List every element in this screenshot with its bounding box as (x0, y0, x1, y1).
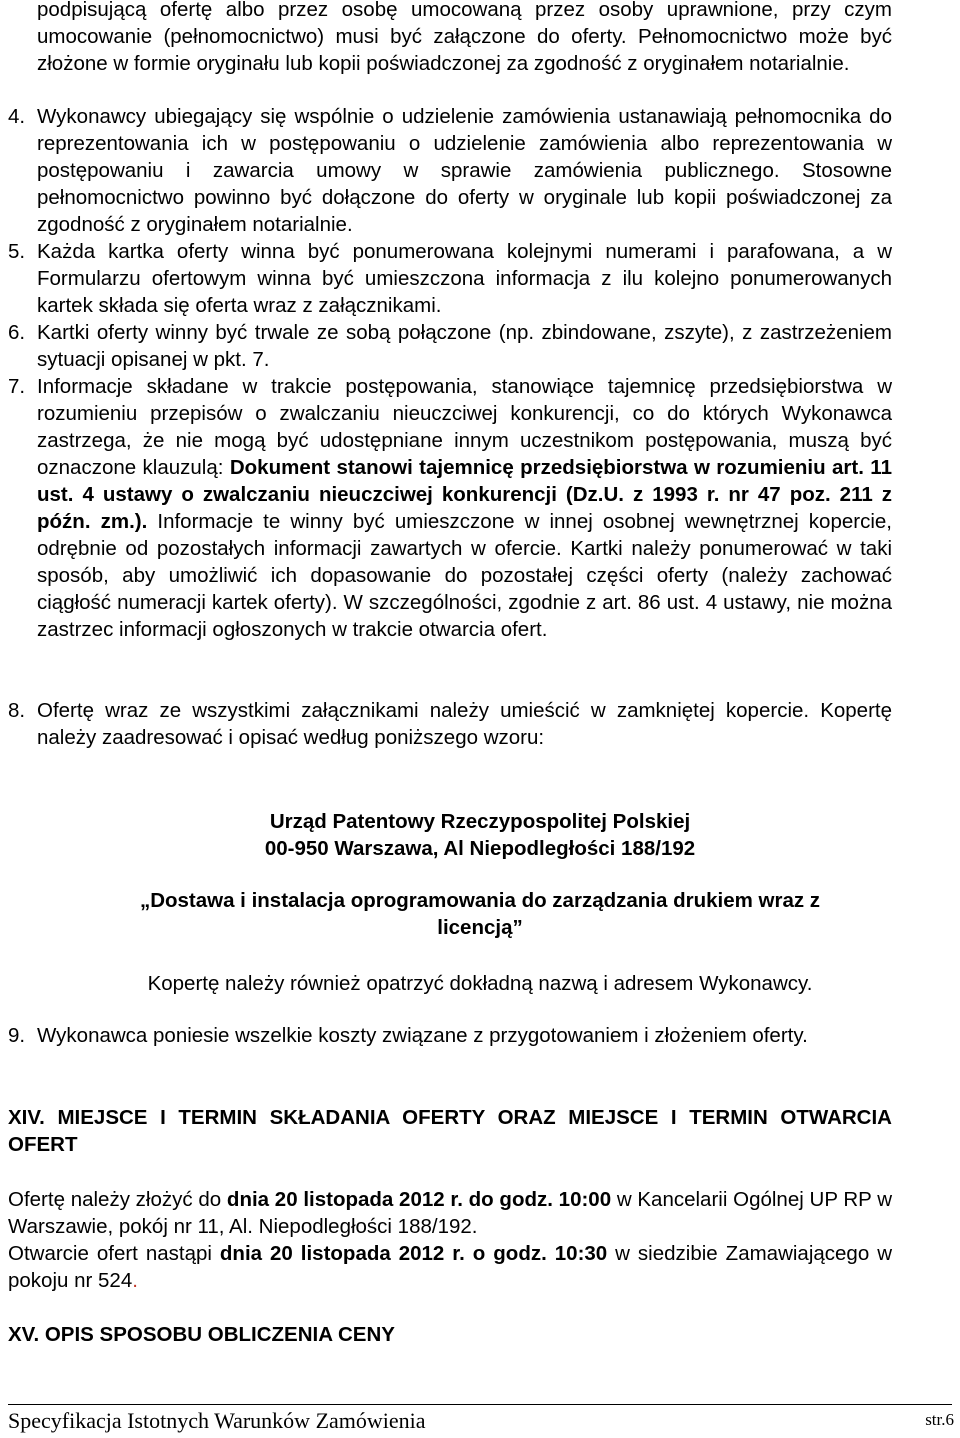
confidentiality-clause: Dokument stanowi tajemnicę przedsiębiorstwa w rozumieniu art. 11 ust. 4 ustawy o zwalczaniu nieuczciwej konkurencji (Dz.U. z 1993 r. nr 47 poz. 211 z późn. zm.). (37, 456, 892, 533)
text: Otwarcie ofert nastąpi (8, 1242, 220, 1265)
section-xiv-paragraph-1 (8, 1186, 892, 1240)
item-text: Wykonawcy ubiegający się wspólnie o udzielenie zamówienia ustanawiają pełnomocnika do reprezentowania ich w postępowaniu o udzielenie zamówienia albo reprezentowania w postępowaniu i zawarcia umowy w sprawie zamówienia publicznego. Stosowne pełnomocnictwo powinno być dołączone do oferty w oryginale lub kopii poświadczonej za zgodność z oryginałem notarialnie. (37, 105, 892, 236)
list-item-6 (8, 319, 892, 373)
red-period: . (132, 1269, 138, 1292)
item-text: Kartki oferty winny być trwale ze sobą połączone (np. zbindowane, zszyte), z zastrzeżeniem sytuacji opisanej w pkt. 7. (37, 321, 892, 371)
section-xiv-paragraph-2 (8, 1240, 892, 1294)
item-text: Informacje składane w trakcie postępowania, stanowiące tajemnicę przedsiębiorstwa w rozumieniu przepisów o zwalczaniu nieuczciwej konkurencji, co do których Wykonawca zastrzega, że nie mogą być udostępniane innym uczestnikom postępowania, muszą być oznaczone klauzulą: (37, 375, 892, 479)
item-number: 9. (8, 1024, 26, 1047)
intro-paragraph: podpisującą ofertę albo przez osobę umocowaną przez osoby uprawnione, przy czym umocowanie (pełnomocnictwo) musi być załączone do oferty. Pełnomocnictwo może być złożone w formie oryginału lub kopii poświadczonej za zgodność z oryginałem notarialnie. (37, 0, 892, 75)
item-number: 4. (8, 105, 26, 128)
section-heading-xv: XV. OPIS SPOSOBU OBLICZENIA CENY (8, 1323, 395, 1346)
item-number: 8. (8, 699, 26, 722)
list-item-8 (8, 697, 892, 751)
envelope-addressee: Urząd Patentowy Rzeczypospolitej Polskiej (269, 810, 691, 833)
item-number: 5. (8, 240, 26, 263)
envelope-title-line1: „Dostawa i instalacja oprogramowania do zarządzania drukiem wraz z (139, 889, 821, 912)
list-item-7 (8, 373, 892, 643)
opening-date-bold: dnia 20 listopada 2012 r. o godz. 10:30 (219, 1242, 608, 1265)
item-number: 6. (8, 321, 26, 344)
item-text: Ofertę wraz ze wszystkimi załącznikami należy umieścić w zamkniętej kopercie. Kopertę należy zaadresować i opisać według poniższego wzoru: (37, 699, 892, 749)
footer-divider (8, 1404, 952, 1405)
list-item-5 (8, 238, 892, 319)
envelope-address: 00-950 Warszawa, Al Niepodległości 188/192 (264, 837, 696, 860)
list-item-4 (8, 103, 892, 238)
item-text: Każda kartka oferty winna być ponumerowana kolejnymi numerami i parafowana, a w Formularzu ofertowym winna być umieszczona informacja z ilu kolejno ponumerowanych kartek składa się oferta wraz z załącznikami. (37, 240, 892, 317)
envelope-note: Kopertę należy również opatrzyć dokładną nazwą i adresem Wykonawcy. (147, 972, 813, 995)
list-item-9 (8, 1022, 892, 1049)
text: Ofertę należy złożyć do (8, 1188, 227, 1211)
text: w Kancelarii Ogólnej UP RP w Warszawie, pokój nr 11, Al. Niepodległości 188/192. (8, 1188, 892, 1238)
item-text-continued: Informacje te winny być umieszczone w innej osobnej wewnętrznej kopercie, odrębnie od pozostałych informacji zawartych w ofercie. Kartki należy ponumerować w taki sposób, aby umożliwić ich dopasowanie do pozostałej części oferty (należy zachować ciągłość numeracji kartek oferty). W szczególności, zgodnie z art. 86 ust. 4 ustawy, nie można zastrzec informacji ogłoszonych w trakcie otwarcia ofert. (37, 510, 892, 641)
deadline-bold: dnia 20 listopada 2012 r. do godz. 10:00 (226, 1188, 612, 1211)
footer-document-title: Specyfikacja Istotnych Warunków Zamówienia (8, 1408, 426, 1433)
section-heading-xiv: XIV. MIEJSCE I TERMIN SKŁADANIA OFERTY ORAZ MIEJSCE I TERMIN OTWARCIA OFERT (8, 1106, 892, 1156)
envelope-title-line2: licencją” (437, 916, 523, 939)
item-number: 7. (8, 375, 26, 398)
item-text: Wykonawca poniesie wszelkie koszty związane z przygotowaniem i złożeniem oferty. (37, 1024, 808, 1047)
text: w siedzibie Zamawiającego w pokoju nr 524 (8, 1242, 893, 1292)
footer-page-number: str.6 (925, 1410, 954, 1429)
